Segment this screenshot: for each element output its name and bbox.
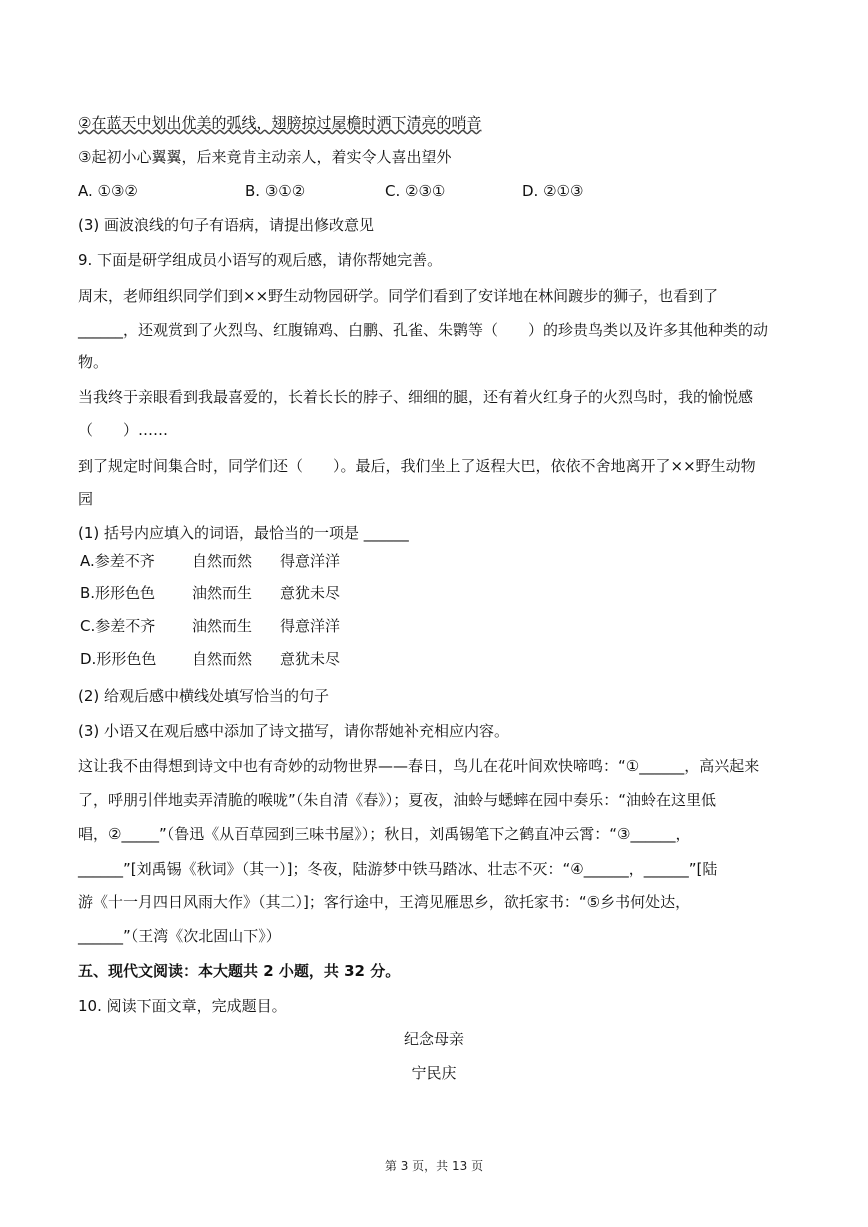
q9-choice-b-word-2: 油然而生 [192, 584, 253, 602]
poem-line: 了，呼朋引伴地卖弄清脆的喉咙”（朱自清《春》）；夏夜，油蛉与蟋蟀在园中奏乐：“油蛉在这里低 [78, 791, 717, 809]
q9-choice-a-word-3: 得意洋洋 [280, 552, 341, 570]
q9-choice-d-word-3: 意犹未尽 [280, 650, 341, 668]
q10-instruction: 10. 阅读下面文章，完成题目。 [78, 997, 287, 1015]
q9-choice-a-word-1: A.参差不齐 [80, 552, 155, 570]
q9-choice-c-word-2: 油然而生 [192, 617, 253, 635]
passage-line: （ ）…… [78, 421, 169, 439]
poem-line: ______”（王湾《次北固山下》） [78, 927, 281, 945]
q9-choice-b-word-3: 意犹未尽 [280, 584, 341, 602]
passage-line: 物。 [78, 353, 109, 371]
passage-line: 园 [78, 490, 94, 508]
q9-intro: 9. 下面是研学组成员小语写的观后感，请你帮她完善。 [78, 251, 443, 269]
q8-option-b: B. ③①② [245, 182, 306, 200]
q9-choice-c-word-1: C.参差不齐 [80, 617, 156, 635]
q9-choice-a-word-2: 自然而然 [192, 552, 253, 570]
page-footer: 第 3 页，共 13 页 [384, 1159, 484, 1173]
poem-line: 游《十一月四日风雨大作》（其二）]；客行途中，王湾见雁思乡，欲托家书：“⑤乡书何处达， [78, 893, 691, 911]
q9-choice-d-word-2: 自然而然 [192, 650, 253, 668]
article-title: 纪念母亲 [403, 1030, 464, 1048]
wavy-sentence: ②在蓝天中划出优美的弧线，翅膀掠过屋檐时洒下清亮的哨音 [78, 114, 482, 132]
passage-line: 到了规定时间集合时，同学们还（ ）。最后，我们坐上了返程大巴，依依不舍地离开了××野生动物 [78, 457, 756, 475]
q8-subquestion-3: (3) 画波浪线的句子有语病，请提出修改意见 [78, 216, 375, 234]
q8-item-3: ③起初小心翼翼，后来竟肯主动亲人，着实令人喜出望外 [78, 148, 452, 166]
article-author: 宁民庆 [411, 1064, 457, 1082]
q9-subquestion-3: (3) 小语又在观后感中添加了诗文描写，请你帮她补充相应内容。 [78, 722, 510, 740]
poem-line: 唱，②_____”（鲁迅《从百草园到三味书屋》）；秋日，刘禹锡笔下之鹤直冲云霄：“③______， [78, 825, 691, 843]
q9-subquestion-2: (2) 给观后感中横线处填写恰当的句子 [78, 687, 330, 705]
section-5-heading: 五、现代文阅读：本大题共 2 小题，共 32 分。 [78, 962, 401, 980]
q8-option-d: D. ②①③ [522, 182, 584, 200]
q9-choice-b-word-1: B.形形色色 [80, 584, 156, 602]
q9-subquestion-1: (1) 括号内应填入的词语，最恰当的一项是 ______ [78, 524, 409, 542]
q8-option-a: A. ①③② [78, 182, 138, 200]
poem-line: 这让我不由得想到诗文中也有奇妙的动物世界——春日，鸟儿在花叶间欢快啼鸣：“①______，高兴起来 [78, 757, 760, 775]
poem-line: ______”[刘禹锡《秋词》（其一）]；冬夜，陆游梦中铁马踏冰、壮志不灭：“④______，______”[陆 [78, 860, 718, 878]
passage-line: 当我终于亲眼看到我最喜爱的，长着长长的脖子、细细的腿，还有着火红身子的火烈鸟时，我的愉悦感 [78, 388, 754, 406]
q9-choice-c-word-3: 得意洋洋 [280, 617, 341, 635]
q9-choice-d-word-1: D.形形色色 [80, 650, 157, 668]
q8-item-2 [78, 113, 481, 133]
passage-line: ______，还观赏到了火烈鸟、红腹锦鸡、白鹏、孔雀、朱鹮等（ ）的珍贵鸟类以及许多其他种类的动 [78, 321, 769, 339]
passage-line: 周末，老师组织同学们到××野生动物园研学。同学们看到了安详地在林间踱步的狮子，也看到了 [78, 287, 719, 305]
q8-option-c: C. ②③① [385, 182, 446, 200]
